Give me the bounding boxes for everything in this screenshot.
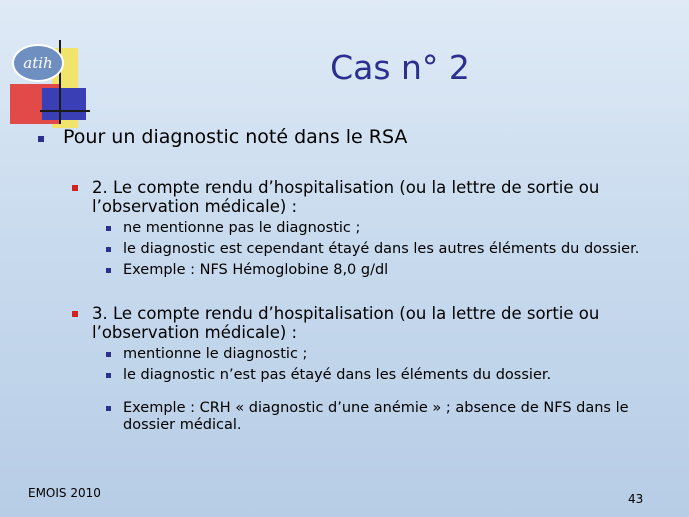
small-square-bullet-icon xyxy=(106,268,111,273)
item-2 xyxy=(72,178,672,216)
item-3-sub-1 xyxy=(72,346,672,363)
small-square-bullet-icon xyxy=(106,373,111,378)
square-bullet-icon xyxy=(38,136,44,142)
item-3-sub-2-text: le diagnostic n’est pas étayé dans les éléments du dossier. xyxy=(123,367,552,383)
item-2-sub-3 xyxy=(72,262,672,279)
level1-item xyxy=(38,126,407,148)
slide-title: Cas n° 2 xyxy=(330,48,470,87)
item-2-sub-2-text: le diagnostic est cependant étayé dans les autres éléments du dossier. xyxy=(123,241,640,257)
item-3-heading: 3. Le compte rendu d’hospitalisation (ou la lettre de sortie ou l’observation médicale) : xyxy=(92,304,600,342)
atih-logo xyxy=(0,40,100,124)
item-3-sub-3 xyxy=(72,400,672,434)
small-square-bullet-icon xyxy=(106,406,111,411)
item-2-sub-1-text: ne mentionne pas le diagnostic ; xyxy=(123,220,361,236)
item-3-sub-1-text: mentionne le diagnostic ; xyxy=(123,346,308,362)
red-square-bullet-icon xyxy=(72,311,78,317)
item-2-sub-2 xyxy=(72,241,672,258)
item-3-sub-3-text: Exemple : CRH « diagnostic d’une anémie » ; absence de NFS dans le dossier médical. xyxy=(123,400,629,433)
item-3-block xyxy=(72,304,672,434)
logo-badge: atih xyxy=(12,44,64,82)
logo-blue-block xyxy=(42,88,86,120)
footer-event: EMOIS 2010 xyxy=(28,486,101,500)
item-3 xyxy=(72,304,672,342)
small-square-bullet-icon xyxy=(106,352,111,357)
red-square-bullet-icon xyxy=(72,185,78,191)
page-number: 43 xyxy=(628,492,644,506)
level1-text: Pour un diagnostic noté dans le RSA xyxy=(63,126,408,148)
item-2-heading: 2. Le compte rendu d’hospitalisation (ou la lettre de sortie ou l’observation médicale) : xyxy=(92,178,600,216)
item-2-block xyxy=(72,178,672,279)
small-square-bullet-icon xyxy=(106,226,111,231)
item-2-sub-3-text: Exemple : NFS Hémoglobine 8,0 g/dl xyxy=(123,262,389,278)
item-2-sub-1 xyxy=(72,220,672,237)
item-3-sub-2 xyxy=(72,367,672,384)
small-square-bullet-icon xyxy=(106,247,111,252)
logo-horizontal-line xyxy=(40,110,90,112)
